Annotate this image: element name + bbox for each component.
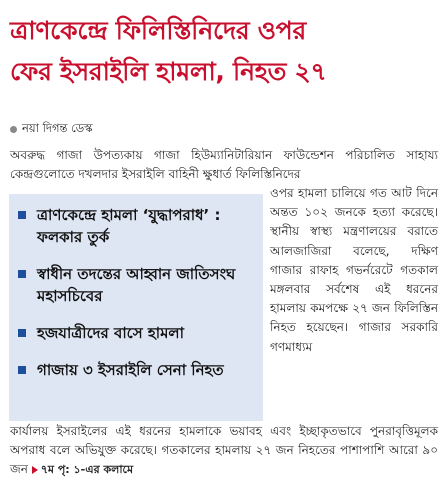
closing-text: কার্যালয় ইসরাইলের এই ধরনের হামলাকে ভয়াবহ এবং ইচ্ছাকৃতভাবে পুনরাবৃত্তিমূলক অপরাধ বলে অভিযুক্ত করেছে। গতকালের হামলায় ২৭ জন নিহতের পাশাপাশি আরো ৯০ জন <box>10 424 438 476</box>
side-column-text: ওপর হামলা চালিয়ে গত আট দিনে অন্তত ১০২ জনকে হত্যা করেছে। স্থানীয় স্বাস্থ্য মন্ত্রণালয়ের বরাতে আলজাজিরা বলেছে, দক্ষিণ গাজার রাফাহ গভর্নরেটে গতকাল মঙ্গলবার সর্বশেষ এই ধরনের হামলায় কমপক্ষে ২৭ জন ফিলিস্তিন নিহত হয়েছেন। গাজার সরকারি গণমাধ্যম <box>270 186 438 354</box>
continuation-note <box>32 463 133 476</box>
highlight-text: গাজায় ৩ ইসরাইলি সেনা নিহত <box>37 361 224 379</box>
closing-paragraph <box>10 422 438 479</box>
headline-line-2: ফের ইসরাইলি হামলা, নিহত ২৭ <box>10 57 327 86</box>
highlight-item <box>18 359 258 381</box>
intro-paragraph: অবরুদ্ধ গাজা উপত্যকায় গাজা হিউম্যানিটারিয়ান ফাউন্ডেশন পরিচালিত সাহায্য কেন্দ্রগুলোতে দখলদার ইসরাইলি বাহিনী ক্ষুধার্ত ফিলিস্তিনিদের <box>10 148 438 181</box>
highlight-text: হজযাত্রীদের বাসে হামলা <box>37 324 184 342</box>
headline-line-1: ত্রাণকেন্দ্রে ফিলিস্তিনিদের ওপর <box>10 16 306 45</box>
highlight-item <box>18 322 258 344</box>
headline <box>10 10 440 92</box>
square-bullet-icon <box>18 211 26 219</box>
highlight-item <box>18 204 258 248</box>
arrow-right-icon <box>32 466 38 474</box>
square-bullet-icon <box>18 270 26 278</box>
highlights-box <box>9 194 263 421</box>
bullet-dot-icon <box>10 126 17 133</box>
continuation-text: ৭ম পৃ: ১-এর কলামে <box>40 463 134 476</box>
highlight-item <box>18 263 258 307</box>
byline <box>10 121 93 137</box>
square-bullet-icon <box>18 329 26 337</box>
highlight-text: স্বাধীন তদন্তের আহ্বান জাতিসংঘ মহাসচিবের <box>37 265 236 305</box>
byline-text: নয়া দিগন্ত ডেস্ক <box>22 120 93 135</box>
highlight-text: ত্রাণকেন্দ্রে হামলা ‘যুদ্ধাপরাধ’ : ফলকার তুর্ক <box>37 206 221 246</box>
square-bullet-icon <box>18 366 26 374</box>
